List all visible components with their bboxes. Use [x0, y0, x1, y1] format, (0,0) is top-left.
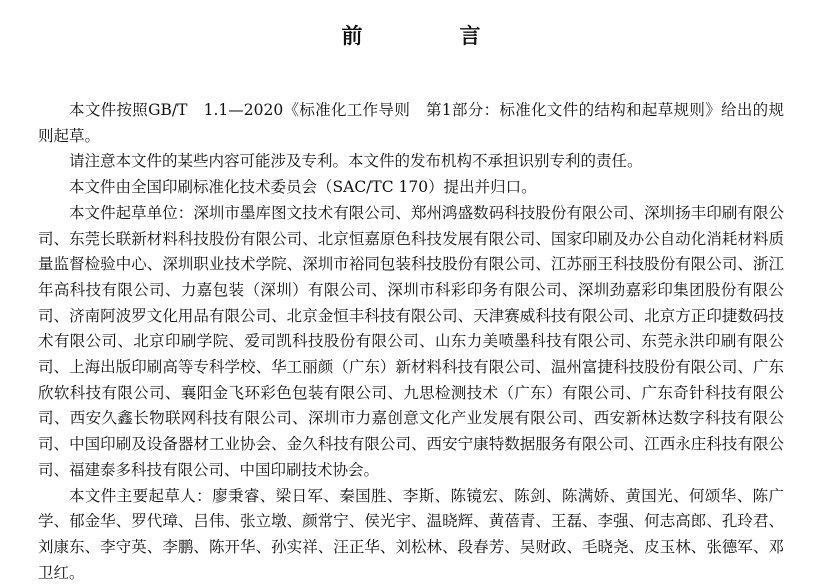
paragraph-patent-notice: 请注意本文件的某些内容可能涉及专利。本文件的发布机构不承担识别专利的责任。 [69, 152, 643, 171]
paragraph-drafting-rules: 本文件按照GB/T 1.1—2020《标准化工作导则 第1部分：标准化文件的结构和起草规则》给出的规则起草。 [38, 101, 784, 145]
paragraph-proposer: 本文件由全国印刷标准化技术委员会（SAC/TC 170）提出并归口。 [69, 178, 537, 197]
paragraph-drafters: 本文件主要起草人：廖秉睿、梁日军、秦国胜、李斯、陈镜宏、陈剑、陈满娇、黄国光、何颂华、陈广学、郁金华、罗代璋、吕伟、张立墩、颜常宁、侯光宇、温晓辉、黄蓓青、王磊、李强、何志高郎、孔玲君、刘康东、李守英、李鹏、陈开华、孙实祥、汪正华、刘松林、段春芳、吴财政、毛晓尧、皮玉林、张德军、邓卫红。 [38, 486, 784, 582]
page-title: 前 言 [341, 24, 519, 48]
paragraph-drafting-units: 本文件起草单位：深圳市墨库图文技术有限公司、郑州鸿盛数码科技股份有限公司、深圳扬丰印刷有限公司、东莞长联新材料科技股份有限公司、北京恒嘉原色科技发展有限公司、国家印刷及办公自动化消耗材料质量监督检验中心、深圳职业技术学院、深圳市裕同包装科技股份有限公司、江苏丽王科技股份有限公司、浙江年高科技有限公司、力嘉包装（深圳）有限公司、深圳市科彩印务有限公司、深圳劲嘉彩印集团股份有限公司、济南阿波罗文化用品有限公司、北京金恒丰科技有限公司、天津赛威科技有限公司、北京方正印捷数码技术有限公司、北京印刷学院、爱司凯科技股份有限公司、山东力美喷墨科技有限公司、东莞永洪印刷有限公司、上海出版印刷高等专科学校、华工丽颜（广东）新材料科技有限公司、温州富捷科技股份有限公司、广东欣软科技有限公司、襄阳金飞环彩色包装有限公司、九思检测技术（广东）有限公司、广东奇针科技有限公司、西安久鑫长物联网科技有限公司、深圳市力嘉创意文化产业发展有限公司、西安新林达数字科技有限公司、中国印刷及设备器材工业协会、金久科技有限公司、西安宁康特数据服务有限公司、江西永庄科技有限公司、福建泰多科技有限公司、中国印刷技术协会。 [38, 203, 784, 479]
document-body [38, 98, 784, 586]
